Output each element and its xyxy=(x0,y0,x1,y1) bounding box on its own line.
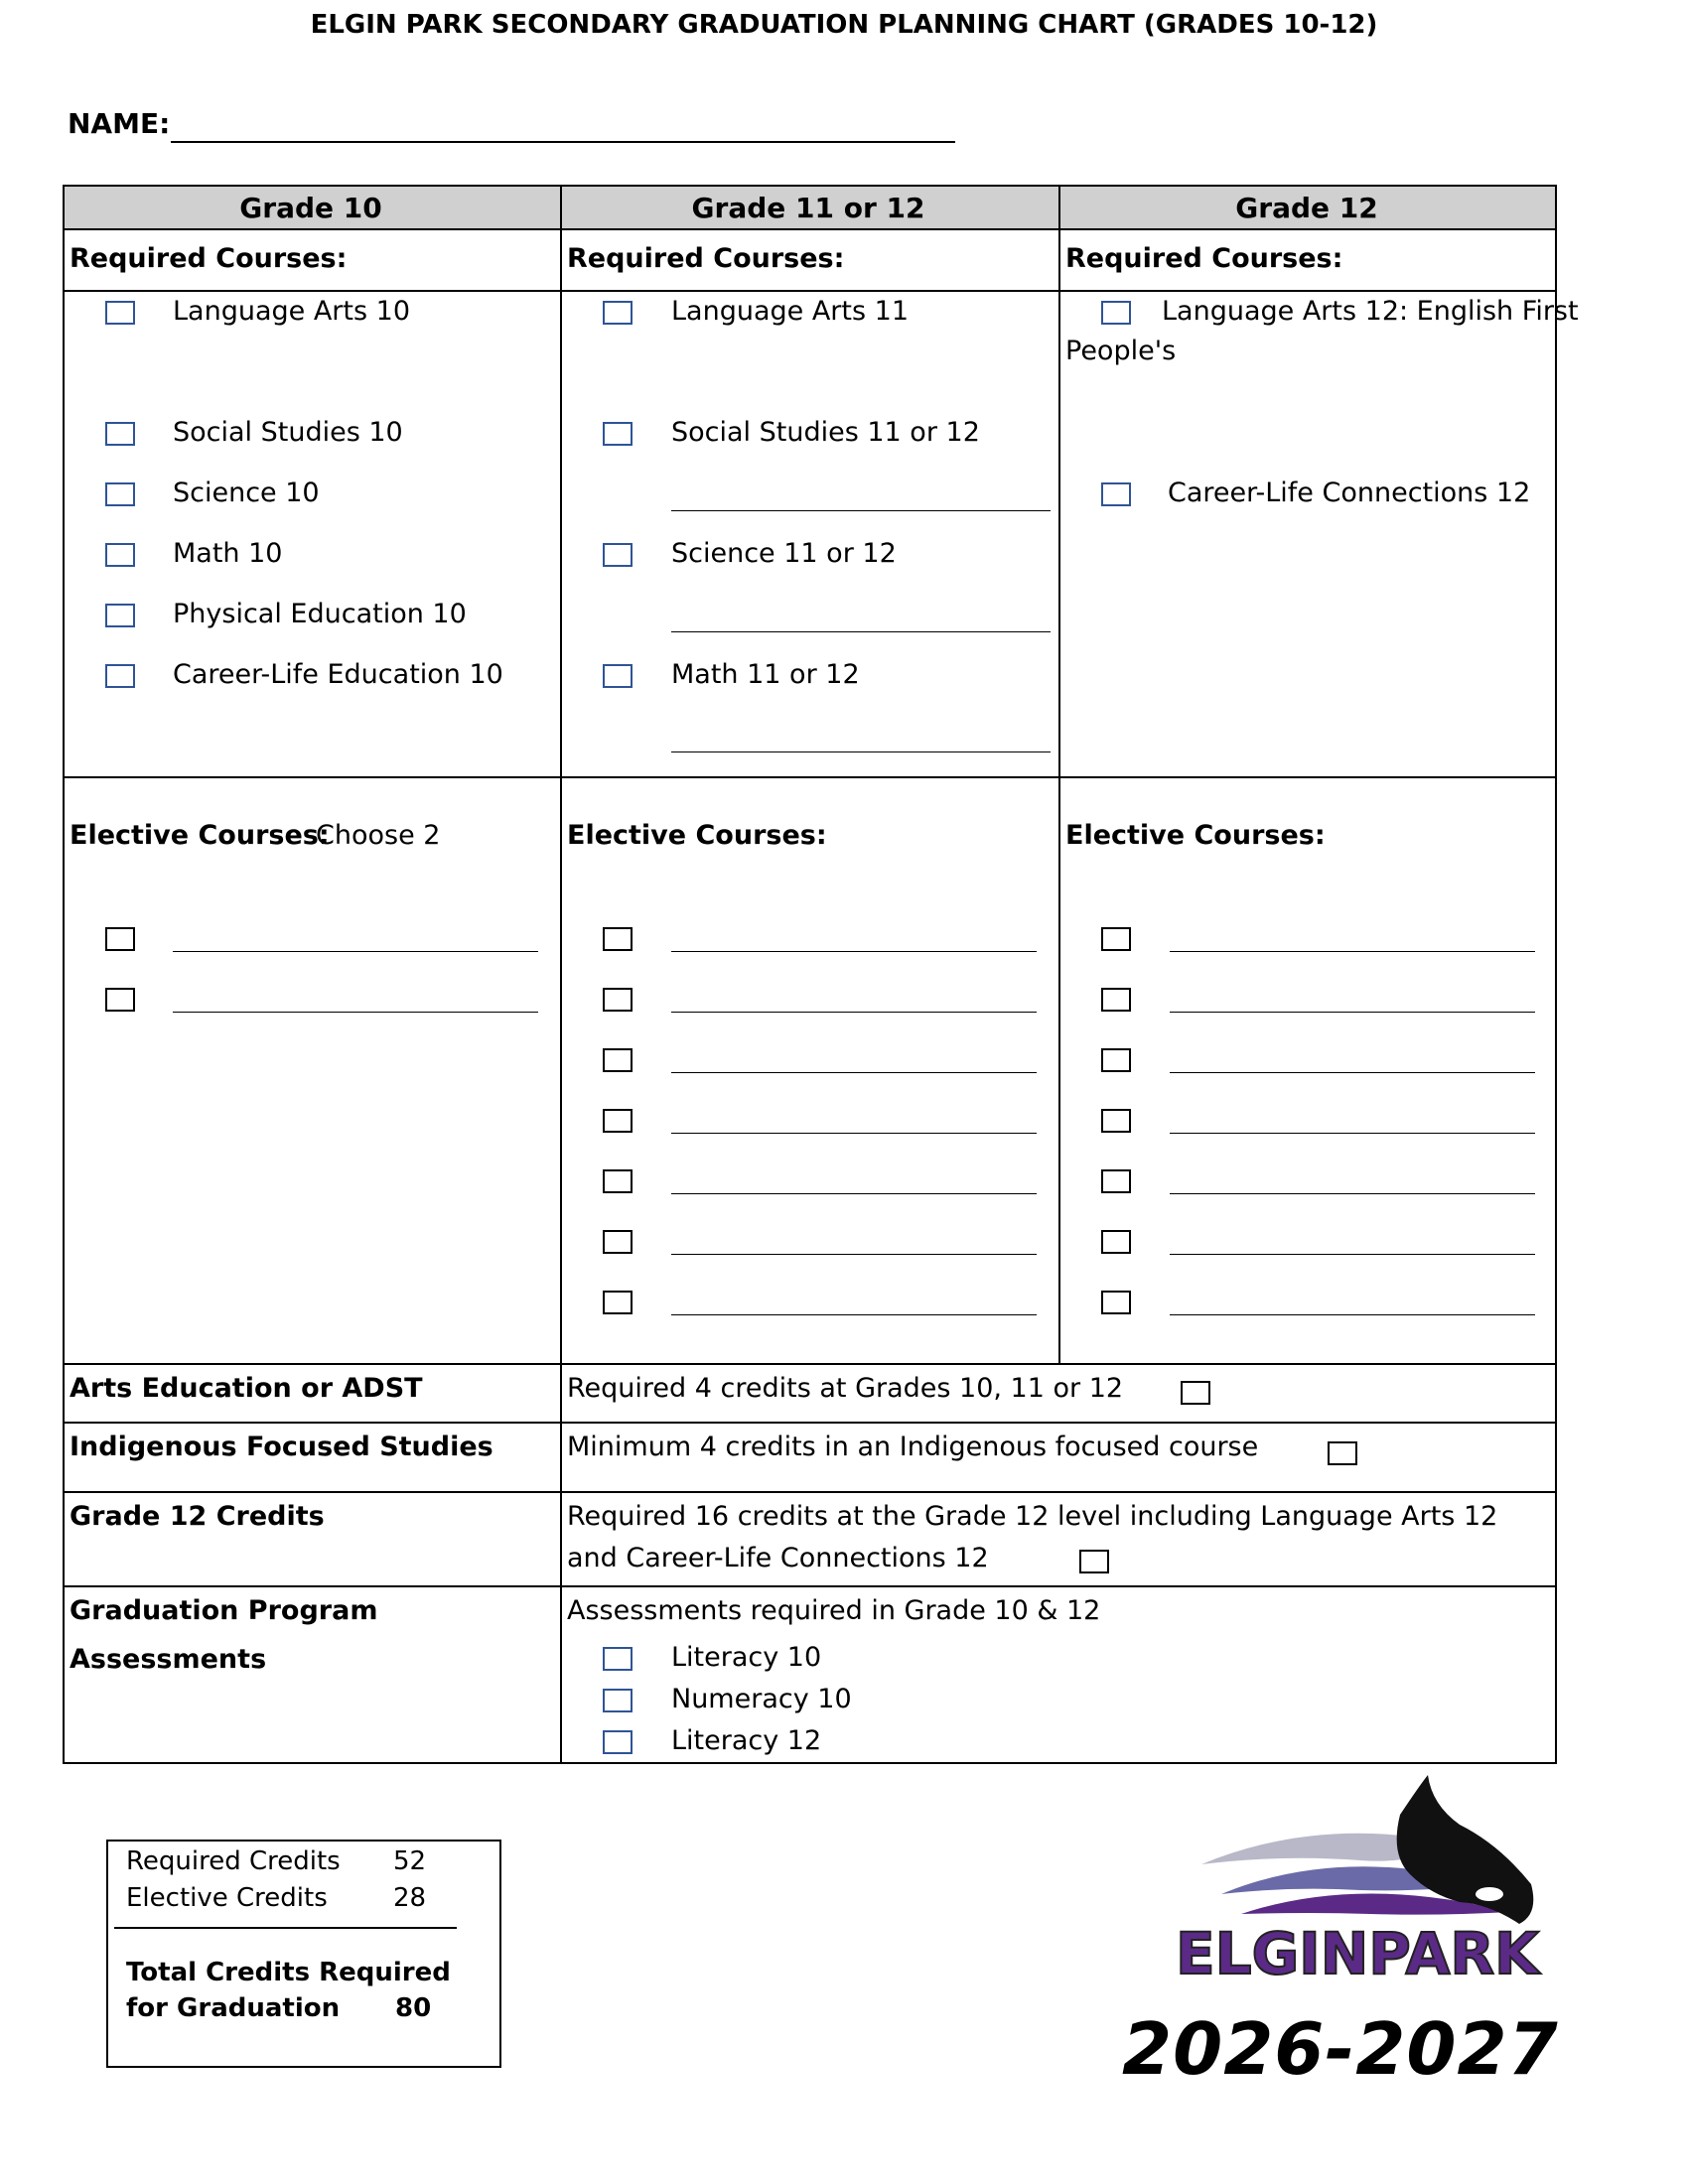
course-label: Language Arts 12: English First xyxy=(1162,296,1579,327)
table-border-left xyxy=(63,185,65,1764)
checkbox[interactable] xyxy=(603,543,633,567)
header-grade-12: Grade 12 xyxy=(1235,192,1378,224)
elective-write-in-line[interactable] xyxy=(1170,1254,1535,1255)
assessment-item: Literacy 10 xyxy=(671,1642,822,1673)
checkbox[interactable] xyxy=(1101,1048,1131,1072)
checkbox[interactable] xyxy=(1101,1230,1131,1254)
logo-text: ELGINPARK xyxy=(1176,1920,1539,1987)
course-write-in-line[interactable] xyxy=(671,631,1051,632)
required-courses-label: Required Courses: xyxy=(70,243,348,274)
course-label: Career-Life Connections 12 xyxy=(1168,478,1531,508)
course-label: Career-Life Education 10 xyxy=(173,659,503,690)
course-label: Language Arts 11 xyxy=(671,296,909,327)
school-year: 2026-2027 xyxy=(1122,2007,1559,2091)
arts-row-text: Required 4 credits at Grades 10, 11 or 12 xyxy=(567,1373,1124,1404)
table-divider xyxy=(560,185,562,1764)
table-border-right xyxy=(1555,185,1557,1764)
elective-write-in-line[interactable] xyxy=(671,1193,1037,1194)
checkbox[interactable] xyxy=(105,301,135,325)
required-credits-label: Required Credits xyxy=(126,1846,341,1876)
arts-row-label: Arts Education or ADST xyxy=(70,1373,423,1404)
assessments-label: Graduation Program xyxy=(70,1595,378,1626)
elective-note: Choose 2 xyxy=(316,820,441,851)
credits-divider xyxy=(114,1927,457,1929)
total-credits-label: for Graduation xyxy=(126,1993,341,2023)
course-label: Physical Education 10 xyxy=(173,599,467,629)
grade12-credits-label: Grade 12 Credits xyxy=(70,1501,325,1532)
table-divider xyxy=(63,1491,1557,1493)
table-divider xyxy=(63,1363,1557,1365)
checkbox[interactable] xyxy=(105,927,135,951)
orca-logo-icon xyxy=(1162,1775,1559,2003)
header-grade-11-12: Grade 11 or 12 xyxy=(691,192,925,224)
table-divider xyxy=(63,1422,1557,1424)
grade12-credits-text: and Career-Life Connections 12 xyxy=(567,1543,989,1573)
assessments-text: Assessments required in Grade 10 & 12 xyxy=(567,1595,1101,1626)
required-courses-label: Required Courses: xyxy=(567,243,845,274)
course-label: Science 11 or 12 xyxy=(671,538,897,569)
checkbox[interactable] xyxy=(603,1169,633,1193)
course-label: Science 10 xyxy=(173,478,320,508)
checkbox[interactable] xyxy=(603,422,633,446)
course-label: Social Studies 10 xyxy=(173,417,403,448)
elective-credits-label: Elective Credits xyxy=(126,1883,328,1913)
elective-write-in-line[interactable] xyxy=(1170,951,1535,952)
table-divider xyxy=(63,228,1557,230)
name-field[interactable] xyxy=(171,141,955,143)
checkbox[interactable] xyxy=(1101,1169,1131,1193)
table-divider xyxy=(63,1585,1557,1587)
checkbox[interactable] xyxy=(603,1048,633,1072)
required-courses-label: Required Courses: xyxy=(1065,243,1343,274)
checkbox[interactable] xyxy=(1101,1291,1131,1314)
elective-courses-label: Elective Courses: xyxy=(1065,820,1326,851)
indigenous-row-label: Indigenous Focused Studies xyxy=(70,1432,493,1462)
checkbox[interactable] xyxy=(1101,927,1131,951)
table-border-bottom xyxy=(63,1762,1557,1764)
checkbox[interactable] xyxy=(603,1689,633,1712)
checkbox[interactable] xyxy=(105,604,135,627)
checkbox[interactable] xyxy=(1101,301,1131,325)
elective-write-in-line[interactable] xyxy=(671,1072,1037,1073)
total-credits-label: Total Credits Required xyxy=(126,1958,451,1987)
total-credits-value: 80 xyxy=(395,1993,432,2023)
table-divider xyxy=(1058,185,1060,1364)
grade12-credits-text: Required 16 credits at the Grade 12 level including Language Arts 12 xyxy=(567,1501,1498,1532)
elective-courses-label: Elective Courses: xyxy=(70,820,330,851)
checkbox[interactable] xyxy=(603,988,633,1012)
checkbox[interactable] xyxy=(603,1109,633,1133)
elective-write-in-line[interactable] xyxy=(671,951,1037,952)
assessments-label: Assessments xyxy=(70,1644,267,1675)
checkbox[interactable] xyxy=(603,1647,633,1671)
course-write-in-line[interactable] xyxy=(671,751,1051,752)
checkbox[interactable] xyxy=(105,988,135,1012)
elective-credits-value: 28 xyxy=(393,1883,427,1913)
checkbox[interactable] xyxy=(603,1291,633,1314)
checkbox[interactable] xyxy=(603,1230,633,1254)
course-label: Social Studies 11 or 12 xyxy=(671,417,980,448)
elective-write-in-line[interactable] xyxy=(671,1314,1037,1315)
assessment-item: Literacy 12 xyxy=(671,1725,822,1756)
checkbox[interactable] xyxy=(105,664,135,688)
checkbox[interactable] xyxy=(603,664,633,688)
required-credits-value: 52 xyxy=(393,1846,427,1876)
course-write-in-line[interactable] xyxy=(671,510,1051,511)
elective-write-in-line[interactable] xyxy=(671,1133,1037,1134)
checkbox[interactable] xyxy=(603,301,633,325)
course-label: Language Arts 10 xyxy=(173,296,410,327)
elective-write-in-line[interactable] xyxy=(671,1254,1037,1255)
checkbox[interactable] xyxy=(1101,1109,1131,1133)
page-title: ELGIN PARK SECONDARY GRADUATION PLANNING CHART (GRADES 10-12) xyxy=(310,10,1378,40)
checkbox[interactable] xyxy=(603,927,633,951)
elective-write-in-line[interactable] xyxy=(671,1012,1037,1013)
checkbox[interactable] xyxy=(1328,1441,1357,1465)
elective-write-in-line[interactable] xyxy=(1170,1193,1535,1194)
elective-write-in-line[interactable] xyxy=(1170,1072,1535,1073)
elective-courses-label: Elective Courses: xyxy=(567,820,827,851)
checkbox[interactable] xyxy=(105,422,135,446)
header-grade-10: Grade 10 xyxy=(239,192,382,224)
checkbox[interactable] xyxy=(1079,1550,1109,1573)
checkbox[interactable] xyxy=(1101,482,1131,506)
elective-write-in-line[interactable] xyxy=(173,1012,538,1013)
elective-write-in-line[interactable] xyxy=(1170,1012,1535,1013)
checkbox[interactable] xyxy=(1181,1381,1210,1405)
course-label-continued: People's xyxy=(1065,336,1177,366)
course-label: Math 10 xyxy=(173,538,283,569)
elective-write-in-line[interactable] xyxy=(1170,1314,1535,1315)
table-border-top xyxy=(63,185,1557,187)
checkbox[interactable] xyxy=(105,482,135,506)
name-label: NAME: xyxy=(68,107,171,140)
table-divider xyxy=(63,290,1557,292)
course-label: Math 11 or 12 xyxy=(671,659,860,690)
indigenous-row-text: Minimum 4 credits in an Indigenous focused course xyxy=(567,1432,1259,1462)
table-divider xyxy=(63,776,1557,778)
elective-write-in-line[interactable] xyxy=(1170,1133,1535,1134)
checkbox[interactable] xyxy=(1101,988,1131,1012)
checkbox[interactable] xyxy=(105,543,135,567)
checkbox[interactable] xyxy=(603,1730,633,1754)
assessment-item: Numeracy 10 xyxy=(671,1684,852,1714)
elective-write-in-line[interactable] xyxy=(173,951,538,952)
